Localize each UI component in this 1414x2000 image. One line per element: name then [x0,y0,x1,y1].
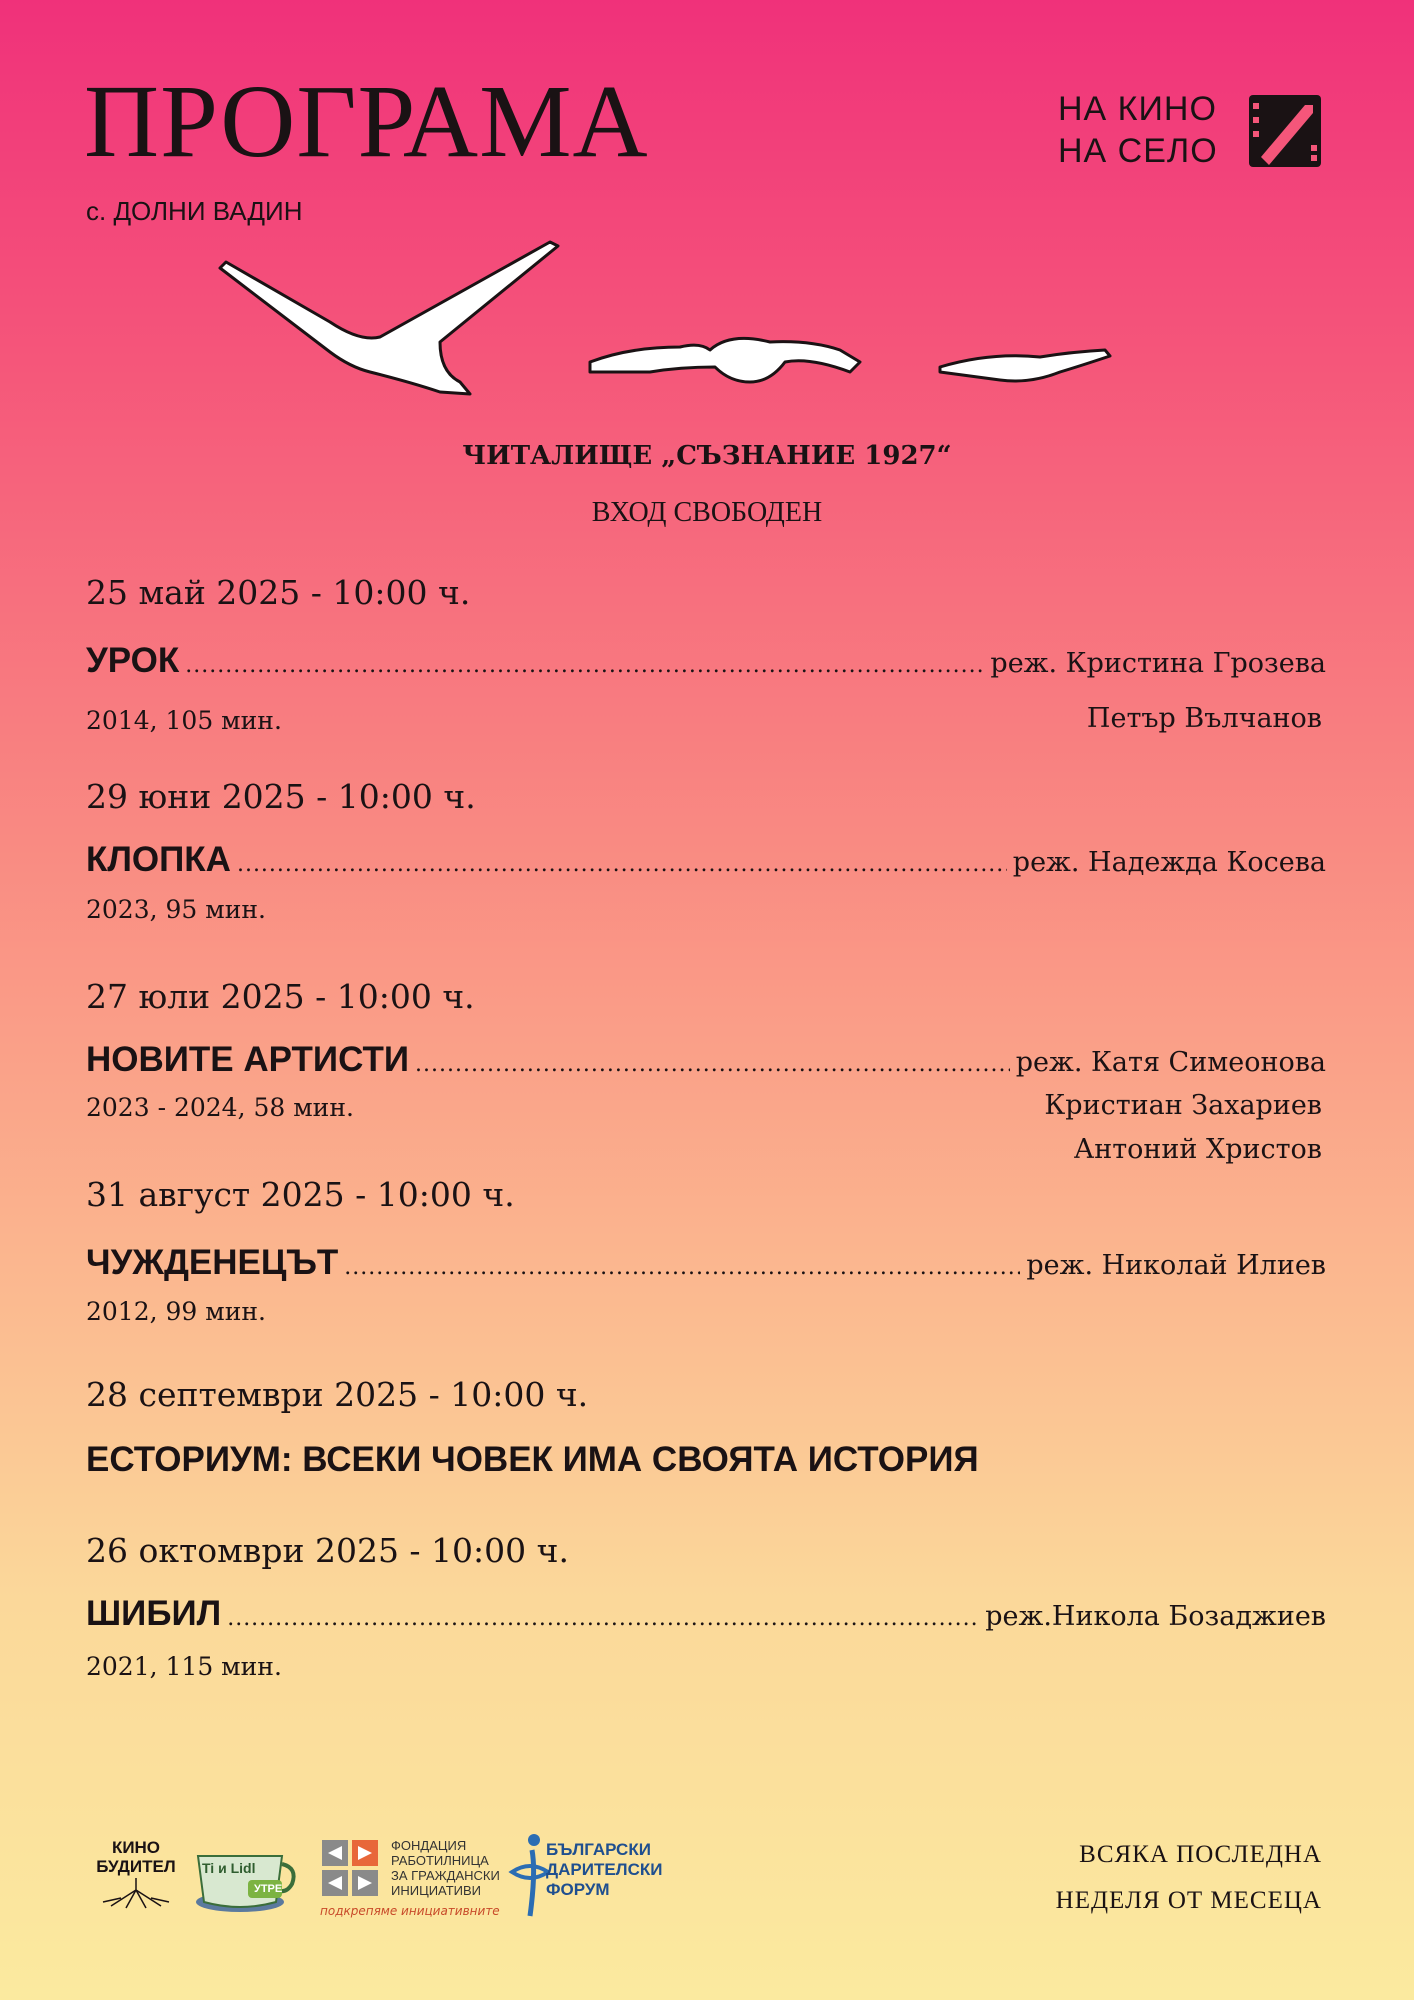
foundation-logo-icon [320,1838,382,1900]
screening-row [86,1594,1326,1634]
leader-dots [344,1255,1020,1280]
screening-date: 31 август 2025 - 10:00 ч. [86,1175,515,1214]
venue-name: ЧИТАЛИЩЕ „СЪЗНАНИЕ 1927“ [462,441,952,471]
entry-note: ВХОД СВОБОДЕН [591,497,823,528]
page-title: ПРОГРАМА [84,64,649,179]
film-title: УРОК [86,641,180,680]
schedule-note-line-2: НЕДЕЛЯ ОТ МЕСЕЦА [1055,1887,1322,1914]
foundation-line-4: ИНИЦИАТИВИ [391,1883,481,1898]
leader-dots [237,852,1007,877]
film-meta: 2012, 99 мин. [86,1297,266,1326]
schedule-note-line-1: ВСЯКА ПОСЛЕДНА [1079,1841,1322,1868]
film-director: реж. Кристина Грозева [990,648,1326,679]
village-name: с. ДОЛНИ ВАДИН [86,196,303,226]
brand-line-1: НА КИНО [1058,90,1217,128]
film-codirector: Антоний Христов [1073,1134,1322,1165]
leader-dots [185,653,984,678]
screening-row [86,1243,1326,1283]
screening-date: 29 юни 2025 - 10:00 ч. [86,777,476,816]
film-title: ШИБИЛ [86,1594,222,1633]
flying-birds-illustration [210,232,1150,402]
kino-buditel-logo [86,1838,186,1914]
ti-i-lidl-logo [188,1838,300,1916]
donors-forum-name [546,1840,662,1900]
ti-i-lidl-text: Ti и Lidl [202,1860,256,1876]
leader-dots [415,1052,1010,1077]
kino-buditel-line-2: БУДИТЕЛ [96,1857,176,1876]
film-title: ЕСТОРИУМ: ВСЕКИ ЧОВЕК ИМА СВОЯТА ИСТОРИЯ [86,1440,979,1479]
film-meta: 2023 - 2024, 58 мин. [86,1093,354,1122]
foundation-name [391,1838,500,1898]
brand-name [1058,88,1218,172]
kino-buditel-line-1: КИНО [111,1838,161,1857]
screening-date: 27 юли 2025 - 10:00 ч. [86,977,475,1016]
cup-icon [188,1838,300,1916]
roots-icon [91,1876,181,1910]
ti-i-lidl-small: УТРЕ [254,1883,283,1895]
screening-date: 26 октомври 2025 - 10:00 ч. [86,1531,569,1570]
screening-date: 25 май 2025 - 10:00 ч. [86,573,471,612]
film-director: реж. Надежда Косева [1012,847,1326,878]
film-codirector: Петър Вълчанов [1086,703,1322,734]
schedule-note [1056,1832,1322,1924]
brand-line-2: НА СЕЛО [1058,132,1218,170]
film-title: НОВИТЕ АРТИСТИ [86,1040,410,1079]
film-director: реж. Катя Симеонова [1015,1047,1326,1078]
film-strip-logo-icon [1247,93,1323,169]
screening-row [86,641,1326,681]
leader-dots [227,1606,979,1631]
donors-forum-line-3: ФОРУМ [546,1880,610,1899]
donors-forum-line-1: БЪЛГАРСКИ [546,1840,651,1859]
donors-forum-logo-icon [508,1832,550,1918]
screening-row [86,1040,1326,1080]
film-meta: 2023, 95 мин. [86,895,266,924]
film-codirector: Кристиан Захариев [1044,1090,1322,1121]
foundation-tagline: подкрепяме инициативните [320,1904,500,1918]
foundation-line-3: ЗА ГРАЖДАНСКИ [391,1868,500,1883]
film-director: реж.Никола Бозаджиев [985,1601,1326,1632]
film-title: ЧУЖДЕНЕЦЪТ [86,1243,339,1282]
film-meta: 2014, 105 мин. [86,706,282,735]
foundation-line-1: ФОНДАЦИЯ [391,1838,467,1853]
film-meta: 2021, 115 мин. [86,1652,282,1681]
film-title: КЛОПКА [86,840,231,879]
film-director: реж. Николай Илиев [1026,1250,1326,1281]
donors-forum-line-2: ДАРИТЕЛСКИ [546,1860,663,1879]
screening-date: 28 септември 2025 - 10:00 ч. [86,1375,589,1414]
foundation-line-2: РАБОТИЛНИЦА [391,1853,489,1868]
screening-row [86,840,1326,880]
